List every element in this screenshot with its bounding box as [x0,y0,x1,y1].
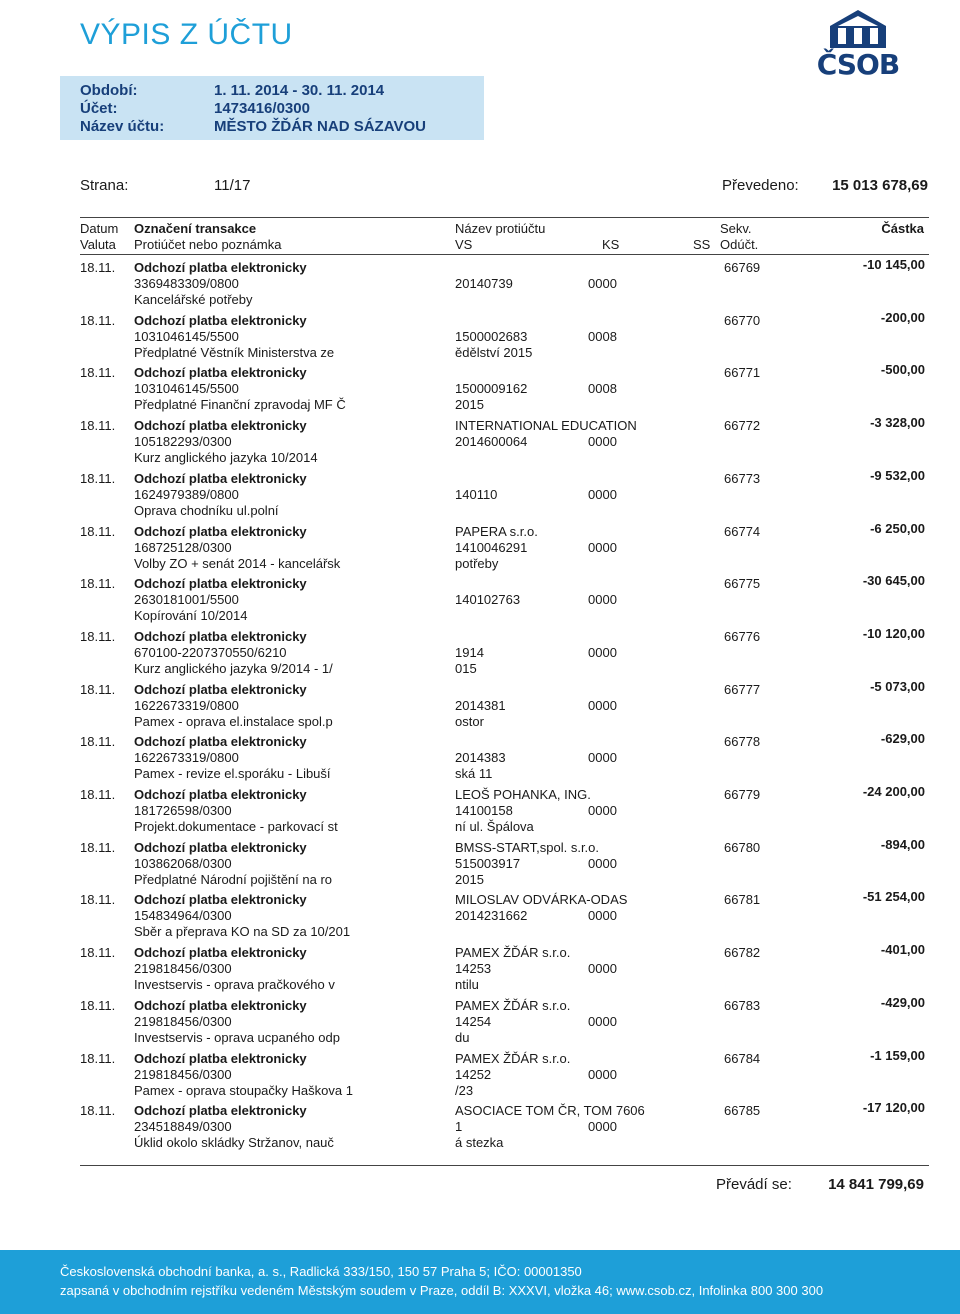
txn-amount: -629,00 [880,731,925,747]
txn-type: Odchozí platba elektronicky [134,1050,307,1066]
transaction-row [80,573,929,626]
txn-seq: 66770 [724,312,761,328]
txn-seq: 66772 [724,418,761,434]
txn-amount: -401,00 [880,942,925,958]
txn-ks: 0000 [588,434,617,450]
txn-vs: 2014600064 [455,434,528,450]
txn-seq: 66783 [724,997,761,1013]
document-title: VÝPIS Z ÚČTU [80,18,293,51]
transaction-row [80,731,929,784]
txn-amount: -1 159,00 [870,1047,925,1063]
page-value: 11/17 [214,177,251,194]
txn-date: 18.11. [80,312,116,328]
col-sekv: Sekv. [720,221,752,236]
col-valuta: Valuta [80,237,116,252]
transaction-row [80,257,929,310]
txn-seq: 66774 [724,523,761,539]
txn-ks: 0000 [588,644,617,660]
txn-ks: 0008 [588,381,617,397]
txn-date: 18.11. [80,628,116,644]
txn-date: 18.11. [80,1103,116,1119]
txn-seq: 66769 [724,260,761,275]
txn-vs: 14100158 [455,803,513,818]
txn-counterparty: BMSS-START,spol. s.r.o. [455,839,600,855]
txn-type: Odchozí platba elektronicky [134,312,307,328]
txn-counterparty: PAMEX ŽĎÁR s.r.o. [455,945,571,961]
txn-note: Předplatné Národní pojištění na ro [134,871,333,887]
page-label: Strana: [80,177,129,194]
txn-amount: -894,00 [880,836,925,852]
txn-counterparty: PAMEX ŽĎÁR s.r.o. [455,1050,571,1066]
txn-account: 1622673319/0800 [134,697,239,713]
col-vs: VS [455,237,473,252]
footer-bar [0,1250,960,1314]
txn-seq: 66773 [724,470,761,486]
txn-ks: 0000 [588,276,617,291]
carried-label: Převedeno: [722,177,799,194]
txn-amount: -24 200,00 [862,784,925,799]
transaction-row [80,310,929,363]
txn-note: Kurz anglického jazyka 9/2014 - 1/ [134,660,333,676]
footer-line-1: Československá obchodní banka, a. s., Radlická 333/150, 150 57 Praha 5; IČO: 00001350 [60,1264,582,1279]
txn-seq: 66775 [724,576,761,592]
col-nazev-protiuctu: Název protiúčtu [455,221,546,236]
txn-vs: 1410046291 [455,539,528,555]
txn-date: 18.11. [80,523,116,539]
txn-note: Investservis - oprava pračkového v [134,977,335,993]
txn-vs: 1 [455,1119,463,1135]
txn-counterparty-cont: á stezka [455,1135,504,1151]
txn-counterparty-cont: ská 11 [455,766,493,782]
carry-forward-label: Převádí se: [716,1176,792,1193]
txn-counterparty-cont: ědělství 2015 [455,344,533,360]
txn-type: Odchozí platba elektronicky [134,523,307,539]
transaction-row [80,521,929,574]
txn-account: 234518849/0300 [134,1119,232,1135]
txn-amount: -5 073,00 [870,678,925,694]
txn-counterparty: MILOSLAV ODVÁRKA-ODAS [455,892,628,908]
txn-type: Odchozí platba elektronicky [134,576,307,592]
txn-seq: 66771 [724,365,761,381]
carried-value: 15 013 678,69 [832,177,928,194]
txn-type: Odchozí platba elektronicky [134,628,307,644]
txn-vs: 14254 [455,1013,492,1029]
txn-amount: -500,00 [880,362,925,378]
txn-date: 18.11. [80,839,116,855]
account-name-label: Název účtu: [80,118,165,135]
txn-account: 103862068/0300 [134,855,232,871]
txn-date: 18.11. [80,365,116,381]
period-label: Období: [80,82,138,99]
col-oznaceni: Označení transakce [134,221,257,236]
txn-type: Odchozí platba elektronicky [134,365,307,381]
transaction-row [80,1048,929,1101]
account-value: 1473416/0300 [214,100,310,117]
account-name-value: MĚSTO ŽĎÁR NAD SÁZAVOU [214,118,426,135]
txn-account: 1624979389/0800 [134,486,239,502]
col-castka: Částka [881,221,924,236]
txn-ks: 0000 [588,1119,617,1135]
txn-account: 1031046145/5500 [134,328,239,344]
period-value: 1. 11. 2014 - 30. 11. 2014 [214,82,385,99]
txn-date: 18.11. [80,1050,116,1066]
txn-type: Odchozí platba elektronicky [134,470,307,486]
txn-amount: -9 532,00 [870,467,925,483]
txn-date: 18.11. [80,945,116,961]
txn-ks: 0000 [588,961,617,977]
txn-date: 18.11. [80,470,116,486]
txn-type: Odchozí platba elektronicky [134,997,307,1013]
col-ss: SS [693,237,711,252]
txn-vs: 2014381 [455,697,506,713]
txn-counterparty-cont: ní ul. Špálova [455,819,534,834]
txn-type: Odchozí platba elektronicky [134,787,307,802]
col-oducet: Odúčt. [720,237,759,252]
txn-vs: 140102763 [455,592,521,608]
txn-counterparty-cont: du [455,1029,470,1045]
txn-ks: 0000 [588,750,617,766]
txn-counterparty-cont: ostor [455,713,484,729]
txn-date: 18.11. [80,787,116,802]
txn-ks: 0000 [588,855,617,871]
txn-seq: 66782 [724,945,761,961]
txn-account: 2630181001/5500 [134,592,239,608]
txn-date: 18.11. [80,734,116,750]
txn-vs: 1500002683 [455,328,528,344]
txn-amount: -3 328,00 [870,415,925,431]
txn-account: 181726598/0300 [134,803,232,818]
transaction-row [80,942,929,995]
txn-counterparty-cont: 015 [455,660,477,676]
col-ks: KS [602,237,620,252]
txn-counterparty-cont: /23 [455,1082,474,1098]
footer-line-2: zapsaná v obchodním rejstříku vedeném Městským soudem v Praze, oddíl B: XXXVI, vložka 46; www.csob.cz, Infolinka 800 300 300 [60,1283,824,1298]
txn-amount: -429,00 [880,994,925,1010]
txn-amount: -200,00 [880,309,925,325]
txn-note: Kopírování 10/2014 [134,608,248,624]
txn-ks: 0000 [588,803,617,818]
txn-date: 18.11. [80,576,116,592]
col-datum: Datum [80,221,119,236]
txn-vs: 1914 [455,644,484,660]
txn-ks: 0000 [588,908,617,924]
txn-counterparty-cont: ntilu [455,977,479,993]
txn-type: Odchozí platba elektronicky [134,260,307,275]
header-bottom-rule [80,254,929,255]
txn-account: 219818456/0300 [134,961,232,977]
header-top-rule [80,217,929,218]
txn-vs: 14252 [455,1066,492,1082]
txn-vs: 515003917 [455,855,521,871]
transaction-row [80,626,929,679]
txn-ks: 0000 [588,1066,617,1082]
txn-account: 1622673319/0800 [134,750,239,766]
txn-counterparty-cont: potřeby [455,555,499,571]
txn-amount: -51 254,00 [862,889,925,905]
txn-amount: -17 120,00 [862,1100,925,1116]
transaction-row [80,679,929,732]
txn-vs: 1500009162 [455,381,528,397]
txn-account: 154834964/0300 [134,908,232,924]
txn-account: 1031046145/5500 [134,381,239,397]
txn-type: Odchozí platba elektronicky [134,892,307,908]
txn-type: Odchozí platba elektronicky [134,418,307,434]
col-protiucet: Protiúčet nebo poznámka [134,237,282,252]
txn-ks: 0008 [588,328,617,344]
txn-account: 168725128/0300 [134,539,232,555]
txn-note: Úklid okolo skládky Stržanov, nauč [134,1135,334,1151]
txn-ks: 0000 [588,539,617,555]
txn-seq: 66777 [724,681,761,697]
txn-counterparty: PAMEX ŽĎÁR s.r.o. [455,997,571,1013]
txn-counterparty: LEOŠ POHANKA, ING. [455,787,591,802]
txn-date: 18.11. [80,418,116,434]
txn-ks: 0000 [588,592,617,608]
txn-note: Investservis - oprava ucpaného odp [134,1029,340,1045]
txn-note: Kurz anglického jazyka 10/2014 [134,450,318,466]
txn-note: Pamex - oprava stoupačky Haškova 1 [134,1082,353,1098]
txn-vs: 140110 [455,486,498,502]
transaction-row [80,415,929,468]
txn-type: Odchozí platba elektronicky [134,734,307,750]
csob-logo [808,8,908,86]
txn-note: Předplatné Věstník Ministerstva ze [134,344,335,360]
txn-ks: 0000 [588,1013,617,1029]
transaction-row [80,837,929,890]
txn-seq: 66785 [724,1103,761,1119]
txn-counterparty-cont: 2015 [455,397,484,413]
txn-seq: 66776 [724,628,761,644]
txn-amount: -10 145,00 [862,257,925,272]
transaction-row [80,362,929,415]
txn-seq: 66779 [724,787,761,802]
txn-type: Odchozí platba elektronicky [134,945,307,961]
txn-date: 18.11. [80,681,116,697]
txn-amount: -10 120,00 [862,625,925,641]
txn-counterparty-cont: 2015 [455,871,484,887]
txn-note: Sběr a přeprava KO na SD za 10/201 [134,924,351,940]
account-label: Účet: [80,100,118,117]
txn-note: Projekt.dokumentace - parkovací st [134,819,338,834]
txn-note: Předplatné Finanční zpravodaj MF Č [134,397,346,413]
txn-note: Pamex - oprava el.instalace spol.p [134,713,333,729]
txn-date: 18.11. [80,997,116,1013]
txn-note: Kancelářské potřeby [134,292,253,307]
txn-counterparty: INTERNATIONAL EDUCATION [455,418,637,434]
txn-date: 18.11. [80,260,116,275]
summary-rule [80,1165,929,1166]
transaction-row [80,468,929,521]
txn-account: 219818456/0300 [134,1013,232,1029]
transaction-row [80,784,929,837]
txn-amount: -30 645,00 [862,573,925,589]
carry-forward-value: 14 841 799,69 [828,1176,924,1193]
txn-ks: 0000 [588,697,617,713]
txn-type: Odchozí platba elektronicky [134,681,307,697]
csob-logo-icon [808,8,908,50]
txn-date: 18.11. [80,892,116,908]
txn-note: Oprava chodníku ul.polní [134,502,279,518]
transaction-row [80,889,929,942]
txn-account: 105182293/0300 [134,434,232,450]
txn-note: Pamex - revize el.sporáku - Libuší [134,766,331,782]
txn-vs: 2014383 [455,750,506,766]
txn-account: 670100-2207370550/6210 [134,644,287,660]
transaction-row [80,995,929,1048]
txn-amount: -6 250,00 [870,520,925,536]
txn-counterparty: ASOCIACE TOM ČR, TOM 7606 [455,1103,645,1119]
txn-vs: 2014231662 [455,908,528,924]
txn-seq: 66781 [724,892,761,908]
txn-type: Odchozí platba elektronicky [134,839,307,855]
txn-vs: 14253 [455,961,492,977]
txn-counterparty: PAPERA s.r.o. [455,523,538,539]
txn-account: 3369483309/0800 [134,276,239,291]
txn-ks: 0000 [588,486,617,502]
txn-note: Volby ZO + senát 2014 - kancelářsk [134,555,341,571]
txn-seq: 66778 [724,734,761,750]
txn-seq: 66780 [724,839,761,855]
txn-seq: 66784 [724,1050,761,1066]
logo-wordmark: ČSOB [816,48,900,81]
txn-type: Odchozí platba elektronicky [134,1103,307,1119]
txn-account: 219818456/0300 [134,1066,232,1082]
transaction-row [80,1100,929,1153]
txn-vs: 20140739 [455,276,513,291]
